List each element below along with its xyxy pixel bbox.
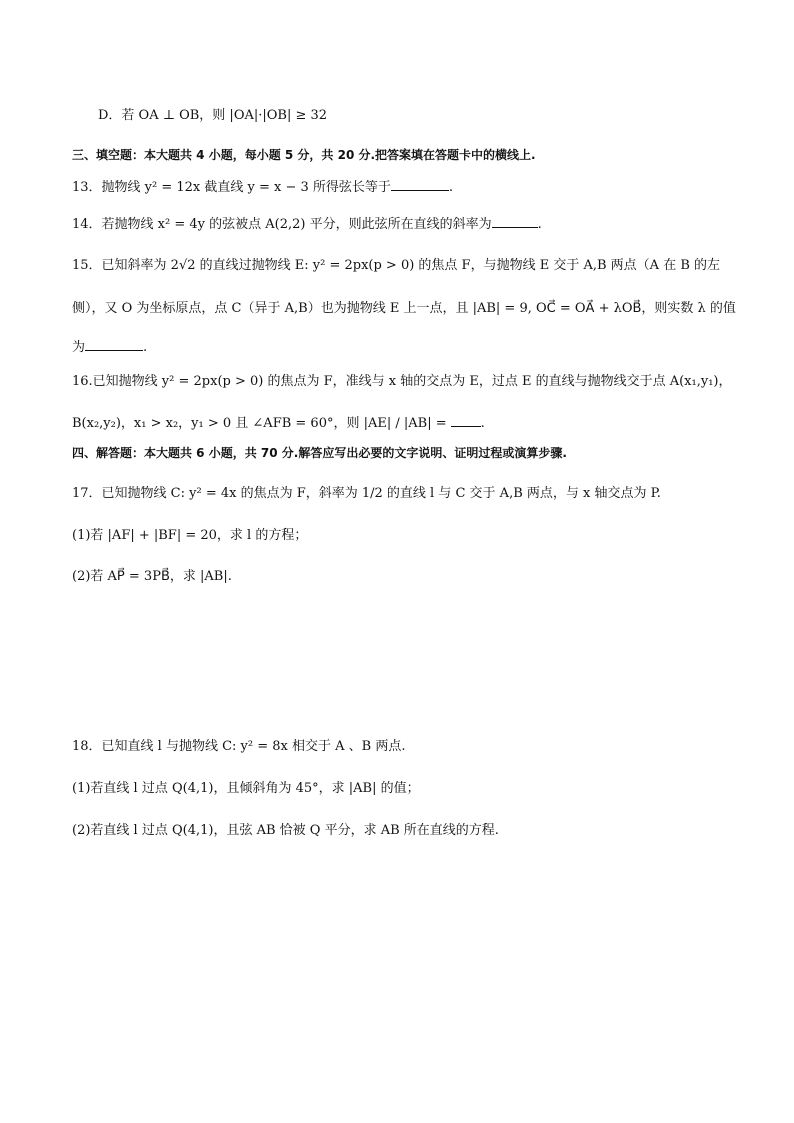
question-18-part-1-text: (1)若直线 l 过点 Q(4,1)，且倾斜角为 45°，求 |AB| 的值； [72,781,420,796]
question-16-end: . [480,416,485,431]
question-14-text: 14．若抛物线 x² = 4y 的弦被点 A(2,2) 平分，则此弦所在直线的斜率为 [72,217,492,232]
question-15-line-2 [72,300,752,318]
section-3-heading [72,146,752,164]
question-18-part-2 [72,822,752,840]
option-d-text: D．若 OA ⊥ OB，则 |OA|·|OB| ≥ 32 [98,108,328,123]
question-15-end: . [143,340,148,355]
question-15-line-1 [72,257,752,275]
question-15-text-3: 为 [72,340,86,355]
question-13-end: . [448,180,454,195]
answer-blank-14[interactable] [492,214,538,228]
question-18 [72,738,752,756]
question-17-text: 17．已知抛物线 C: y² = 4x 的焦点为 F，斜率为 1/2 的直线 l 与 C 交于 A,B 两点，与 x 轴交点为 P. [72,486,661,501]
question-18-part-2-text: (2)若直线 l 过点 Q(4,1)，且弦 AB 恰被 Q 平分，求 AB 所在直线的方程. [72,823,499,838]
question-17 [72,485,752,503]
question-13-text: 13．抛物线 y² = 12x 截直线 y = x − 3 所得弦长等于 [72,180,391,195]
question-15-text-2: 侧），又 O 为坐标原点，点 C（异于 A,B）也为抛物线 E 上一点，且 |AB| = 9, OC⃗ = OA⃗ + λOB⃗，则实数 λ 的值 [72,301,736,316]
question-13 [72,177,752,197]
question-14 [72,214,752,234]
question-17-part-2-text: (2)若 AP⃗ = 3PB⃗，求 |AB|. [72,569,232,584]
question-14-end: . [537,217,542,232]
question-15-text-1: 15．已知斜率为 2√2 的直线过抛物线 E: y² = 2px(p > 0) 的焦点 F，与抛物线 E 交于 A,B 两点（A 在 B 的左 [72,258,721,273]
answer-blank-16[interactable] [451,413,481,427]
question-16-line-2 [72,413,752,433]
option-d [98,107,778,125]
question-18-part-1 [72,780,752,798]
question-16-line-1 [72,373,752,391]
question-16-text-1: 16.已知抛物线 y² = 2px(p > 0) 的焦点为 F，准线与 x 轴的交点为 E，过点 E 的直线与抛物线交于点 A(x₁,y₁)， [72,374,732,389]
question-17-part-1-text: (1)若 |AF| + |BF| = 20，求 l 的方程； [72,528,308,543]
question-17-part-2 [72,568,752,586]
section-3-text: 三、填空题：本大题共 4 小题，每小题 5 分，共 20 分.把答案填在答题卡中的横线上. [72,148,536,162]
answer-blank-13[interactable] [391,177,449,191]
answer-blank-15[interactable] [85,337,143,351]
question-17-part-1 [72,527,752,545]
question-18-text: 18．已知直线 l 与抛物线 C: y² = 8x 相交于 A 、B 两点. [72,739,406,754]
question-15-line-3 [72,337,752,357]
section-4-heading [72,444,752,462]
question-16-text-2: B(x₂,y₂)，x₁ > x₂，y₁ > 0 且 ∠AFB = 60°，则 |AE| / |AB| = [72,416,447,431]
section-4-text: 四、解答题：本大题共 6 小题，共 70 分.解答应写出必要的文字说明、证明过程或演算步骤. [72,446,567,460]
